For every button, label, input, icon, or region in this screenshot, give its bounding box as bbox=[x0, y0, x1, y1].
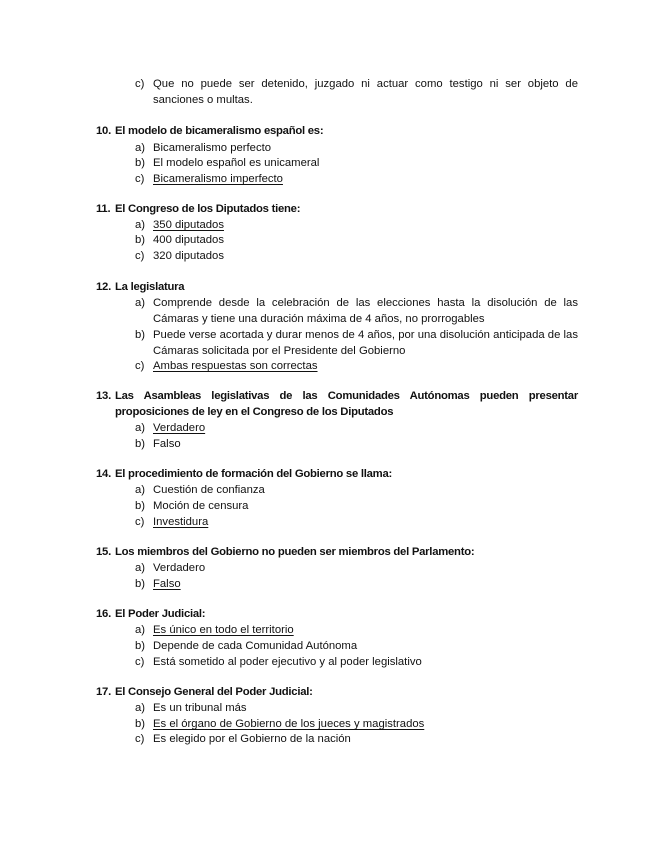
question-17-title bbox=[96, 684, 578, 700]
option-letter: b) bbox=[135, 640, 146, 652]
option-text bbox=[135, 358, 578, 374]
question-12-option-a bbox=[135, 295, 578, 327]
option-letter: b) bbox=[135, 500, 146, 512]
question-13-option-a bbox=[135, 420, 578, 436]
correct-answer-text: Es único en todo el territorio bbox=[153, 624, 294, 636]
question-14-title bbox=[96, 466, 578, 482]
question-number: 13. bbox=[96, 390, 111, 402]
option-text bbox=[135, 560, 578, 576]
answer-text: Falso bbox=[153, 438, 181, 450]
option-letter: c) bbox=[135, 78, 145, 90]
option-text bbox=[135, 498, 578, 514]
option-letter: c) bbox=[135, 173, 145, 185]
question-15-option-b bbox=[135, 576, 578, 592]
option-text bbox=[135, 155, 578, 171]
question-11-title bbox=[96, 201, 578, 217]
option-letter: a) bbox=[135, 297, 146, 309]
question-16-option-c bbox=[135, 654, 578, 670]
answer-text: Es un tribunal más bbox=[153, 702, 247, 714]
option-letter: b) bbox=[135, 234, 146, 246]
question-17-option-c bbox=[135, 731, 578, 747]
option-text bbox=[135, 716, 578, 732]
question-11-option-b bbox=[135, 232, 578, 248]
option-letter: c) bbox=[135, 733, 145, 745]
question-number: 14. bbox=[96, 468, 111, 480]
question-number: 16. bbox=[96, 608, 111, 620]
question-text: El modelo de bicameralismo español es: bbox=[115, 125, 324, 137]
question-12-title bbox=[96, 279, 578, 295]
option-letter: c) bbox=[135, 656, 145, 668]
option-text bbox=[135, 622, 578, 638]
answer-text: Cuestión de confianza bbox=[153, 484, 265, 496]
option-text bbox=[135, 232, 578, 248]
correct-answer-text: Ambas respuestas son correctas bbox=[153, 360, 318, 372]
question-16-option-a bbox=[135, 622, 578, 638]
answer-text: Puede verse acortada y durar menos de 4 años, por una disolución anticipada de las Cámaras solicitada por el Presidente del Gobierno bbox=[153, 329, 578, 357]
option-letter: a) bbox=[135, 484, 146, 496]
question-17-option-b bbox=[135, 716, 578, 732]
option-letter: b) bbox=[135, 329, 146, 341]
answer-text: El modelo español es unicameral bbox=[153, 157, 320, 169]
question-text: La legislatura bbox=[115, 281, 185, 293]
question-17-option-a bbox=[135, 700, 578, 716]
question-text: El procedimiento de formación del Gobierno se llama: bbox=[115, 468, 393, 480]
intro-option bbox=[135, 76, 578, 108]
question-number: 15. bbox=[96, 546, 111, 558]
answer-text: Depende de cada Comunidad Autónoma bbox=[153, 640, 358, 652]
option-text bbox=[135, 327, 578, 359]
question-number: 10. bbox=[96, 125, 111, 137]
option-letter: b) bbox=[135, 578, 146, 590]
question-10-option-a bbox=[135, 140, 578, 156]
question-10-option-c bbox=[135, 171, 578, 187]
question-number: 11. bbox=[96, 203, 111, 215]
question-11-option-c bbox=[135, 248, 578, 264]
correct-answer-text: 350 diputados bbox=[153, 219, 224, 231]
question-16-option-b bbox=[135, 638, 578, 654]
option-letter: b) bbox=[135, 718, 146, 730]
question-number: 12. bbox=[96, 281, 111, 293]
option-text bbox=[135, 217, 578, 233]
question-12-option-c bbox=[135, 358, 578, 374]
correct-answer-text: Falso bbox=[153, 578, 181, 590]
question-14-option-b bbox=[135, 498, 578, 514]
question-text: El Congreso de los Diputados tiene: bbox=[115, 203, 301, 215]
option-text bbox=[135, 731, 578, 747]
answer-text: Verdadero bbox=[153, 562, 206, 574]
option-letter: c) bbox=[135, 516, 145, 528]
question-10-option-b bbox=[135, 155, 578, 171]
option-letter: b) bbox=[135, 157, 146, 169]
option-text bbox=[135, 482, 578, 498]
answer-text: Bicameralismo perfecto bbox=[153, 142, 272, 154]
correct-answer-text: Verdadero bbox=[153, 422, 206, 434]
question-14-option-a bbox=[135, 482, 578, 498]
correct-answer-text: Es el órgano de Gobierno de los jueces y magistrados bbox=[153, 718, 425, 730]
option-letter: a) bbox=[135, 624, 146, 636]
option-text bbox=[135, 576, 578, 592]
option-letter: a) bbox=[135, 219, 146, 231]
option-text bbox=[135, 638, 578, 654]
answer-text: 400 diputados bbox=[153, 234, 224, 246]
option-letter: c) bbox=[135, 250, 145, 262]
option-text bbox=[135, 295, 578, 327]
option-letter: a) bbox=[135, 562, 146, 574]
option-text bbox=[135, 700, 578, 716]
question-text: Los miembros del Gobierno no pueden ser miembros del Parlamento: bbox=[115, 546, 475, 558]
option-text bbox=[135, 654, 578, 670]
question-number: 17. bbox=[96, 686, 111, 698]
question-12-option-b bbox=[135, 327, 578, 359]
option-letter: c) bbox=[135, 360, 145, 372]
question-text: Las Asambleas legislativas de las Comunidades Autónomas pueden presentar proposiciones de ley en el Congreso de los Diputados bbox=[115, 390, 578, 418]
option-letter: b) bbox=[135, 438, 146, 450]
question-text: El Consejo General del Poder Judicial: bbox=[115, 686, 313, 698]
answer-text: Es elegido por el Gobierno de la nación bbox=[153, 733, 351, 745]
correct-answer-text: Bicameralismo imperfecto bbox=[153, 173, 283, 185]
question-13-title bbox=[96, 388, 578, 420]
option-text bbox=[135, 420, 578, 436]
answer-text: Está sometido al poder ejecutivo y al poder legislativo bbox=[153, 656, 422, 668]
question-text: El Poder Judicial: bbox=[115, 608, 206, 620]
question-15-option-a bbox=[135, 560, 578, 576]
option-text bbox=[135, 248, 578, 264]
question-16-title bbox=[96, 606, 578, 622]
option-letter: a) bbox=[135, 422, 146, 434]
answer-text: Comprende desde la celebración de las elecciones hasta la disolución de las Cámaras y tiene una duración máxima de 4 años, no prorrogables bbox=[153, 297, 578, 325]
question-13-option-b bbox=[135, 436, 578, 452]
correct-answer-text: Investidura bbox=[153, 516, 209, 528]
option-text bbox=[135, 436, 578, 452]
question-15-title bbox=[96, 544, 578, 560]
option-text bbox=[135, 140, 578, 156]
answer-text: 320 diputados bbox=[153, 250, 224, 262]
question-10-title bbox=[96, 123, 578, 139]
option-text: Que no puede ser detenido, juzgado ni actuar como testigo ni ser objeto de sanciones o multas. bbox=[153, 78, 578, 106]
question-11-option-a bbox=[135, 217, 578, 233]
option-letter: a) bbox=[135, 702, 146, 714]
question-14-option-c bbox=[135, 514, 578, 530]
option-text bbox=[135, 514, 578, 530]
option-letter: a) bbox=[135, 142, 146, 154]
answer-text: Moción de censura bbox=[153, 500, 249, 512]
option-text bbox=[135, 171, 578, 187]
